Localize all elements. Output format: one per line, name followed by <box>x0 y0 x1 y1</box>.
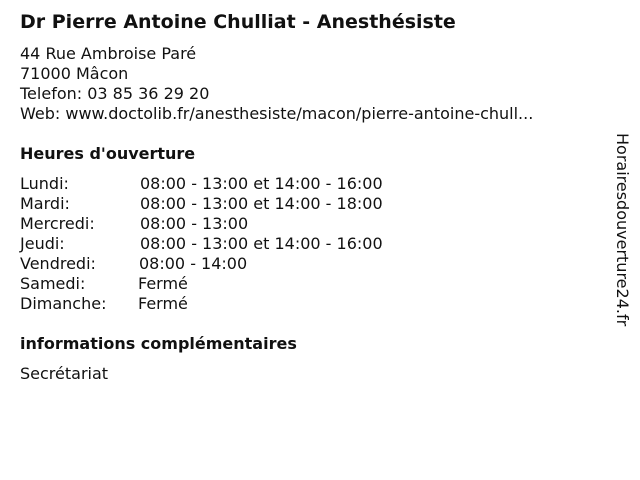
time-value: 08:00 - 13:00 <box>140 214 249 233</box>
time-value: Fermé <box>138 274 188 293</box>
info-heading: informations complémentaires <box>20 334 297 353</box>
time-value: 08:00 - 13:00 et 14:00 - 18:00 <box>140 194 383 213</box>
day-label: Mardi: <box>20 194 70 213</box>
day-label: Lundi: <box>20 174 69 193</box>
site-watermark: Horairesdouverture24.fr <box>613 133 632 327</box>
address-city: 71000 Mâcon <box>20 64 129 83</box>
time-value: Fermé <box>138 294 188 313</box>
hours-heading: Heures d'ouverture <box>20 144 196 163</box>
time-value: 08:00 - 13:00 et 14:00 - 16:00 <box>140 174 383 193</box>
info-text: Secrétariat <box>20 364 109 383</box>
day-label: Samedi: <box>20 274 86 293</box>
day-label: Vendredi: <box>20 254 96 273</box>
day-label: Mercredi: <box>20 214 95 233</box>
time-value: 08:00 - 13:00 et 14:00 - 16:00 <box>140 234 383 253</box>
phone-number[interactable]: Telefon: 03 85 36 29 20 <box>20 84 210 103</box>
address-street: 44 Rue Ambroise Paré <box>20 44 197 63</box>
day-label: Jeudi: <box>20 234 65 253</box>
day-label: Dimanche: <box>20 294 107 313</box>
page-title: Dr Pierre Antoine Chulliat - Anesthésiste <box>20 11 456 33</box>
website-link[interactable]: Web: www.doctolib.fr/anesthesiste/macon/pierre-antoine-chull... <box>20 104 534 123</box>
time-value: 08:00 - 14:00 <box>139 254 248 273</box>
